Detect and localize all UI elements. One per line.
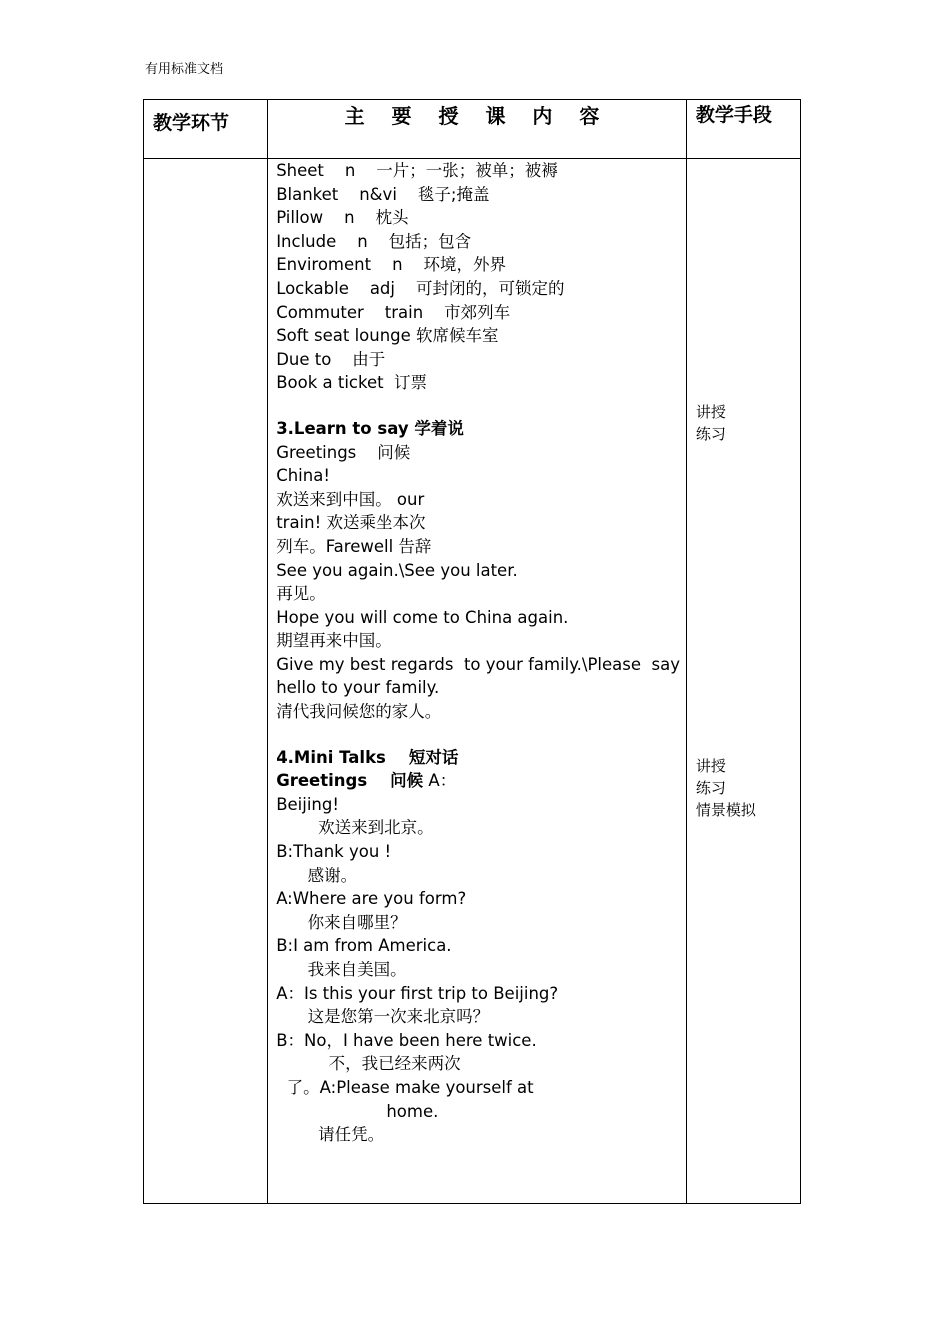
learn-line: China!: [276, 466, 330, 486]
dialogue-line: A:Where are you form?: [276, 889, 467, 909]
dialogue-line: B:I am from America.: [276, 936, 452, 956]
header-teaching-stage: 教学环节: [144, 100, 268, 159]
dialogue-line: A：Is this your first trip to Beijing?: [276, 983, 559, 1003]
vocab-line: Pillow n 枕头: [276, 208, 409, 228]
dialogue-line: B：No，I have been here twice.: [276, 1030, 537, 1050]
dialogue-line: 这是您第一次来北京吗？: [276, 1007, 490, 1027]
learn-line: See you again.\See you later.: [276, 560, 518, 580]
vocab-line: Blanket n&vi 毯子;掩盖: [276, 184, 490, 204]
learn-line: train! 欢送乘坐本次: [276, 513, 426, 533]
methods-column: [687, 159, 800, 1203]
learn-line: 列车。Farewell 告辞: [276, 536, 432, 556]
learn-line: Hope you will come to China again.: [276, 607, 569, 627]
lesson-plan-table: [143, 99, 801, 1204]
header-main-content: 主 要 授 课 内 容: [268, 100, 687, 159]
dialogue-line: Beijing!: [276, 794, 339, 814]
table-header-row: [144, 100, 801, 159]
mini-talks-greetings-label: Greetings 问候: [276, 771, 424, 791]
stage-cell: [144, 159, 268, 1204]
methods-group-1: [696, 401, 726, 445]
vocab-line: Due to 由于: [276, 349, 386, 369]
vocab-line: Enviroment n 环境，外界: [276, 255, 507, 275]
dialogue-line: 不，我已经来两次: [276, 1054, 461, 1074]
header-teaching-methods: 教学手段: [686, 100, 800, 159]
method-item: 情景模拟: [695, 801, 756, 819]
dialogue-line: 请任凭。: [276, 1125, 385, 1145]
learn-line: Greetings 问候: [276, 442, 411, 462]
method-item: 讲授: [695, 757, 726, 775]
dialogue-line: 你来自哪里？: [276, 912, 407, 932]
dialogue-line: 感谢。: [276, 865, 358, 885]
learn-line: 期望再来中国。: [276, 631, 392, 651]
methods-cell: [686, 159, 800, 1204]
methods-group-2: [696, 755, 756, 821]
vocab-line: Sheet n 一片；一张；被单；被褥: [276, 161, 558, 180]
vocab-line: Book a ticket 订票: [276, 373, 428, 393]
mini-talks-heading: 4.Mini Talks 短对话: [276, 747, 459, 767]
mini-talks-subheading: [276, 769, 686, 793]
method-item: 练习: [695, 779, 726, 797]
learn-line: Give my best regards to your family.\Please say: [276, 654, 680, 674]
learn-line: 再见。: [276, 584, 326, 604]
learn-to-say-list: [276, 441, 686, 724]
vocab-line: Commuter train 市郊列车: [276, 302, 511, 322]
mini-talks-speaker-a: A：: [423, 771, 457, 791]
vocab-line: Lockable adj 可封闭的，可锁定的: [276, 278, 565, 298]
vocab-line: Soft seat lounge 软席候车室: [276, 326, 499, 346]
table-body-row: [144, 159, 801, 1204]
learn-to-say-heading: 3.Learn to say 学着说: [276, 418, 464, 438]
vocab-list: [276, 159, 686, 395]
content-text: [268, 159, 686, 1147]
document-header-label: 有用标准文档: [145, 62, 224, 77]
learn-line: 欢送来到中国。 our: [276, 489, 425, 509]
learn-line: hello to your family.: [276, 678, 440, 698]
learn-line: 清代我问候您的家人。: [276, 702, 442, 722]
mini-talks-list: [276, 793, 686, 1147]
dialogue-line: home.: [276, 1101, 439, 1121]
vocab-line: Include n 包括；包含: [276, 231, 472, 251]
dialogue-line: 我来自美国。: [276, 960, 407, 979]
dialogue-line: B:Thank you !: [276, 842, 392, 862]
content-cell: [268, 159, 687, 1204]
method-item: 练习: [695, 425, 726, 443]
dialogue-line: 了。A:Please make yourself at: [276, 1077, 534, 1097]
dialogue-line: 欢送来到北京。: [276, 818, 434, 838]
method-item: 讲授: [695, 403, 726, 421]
